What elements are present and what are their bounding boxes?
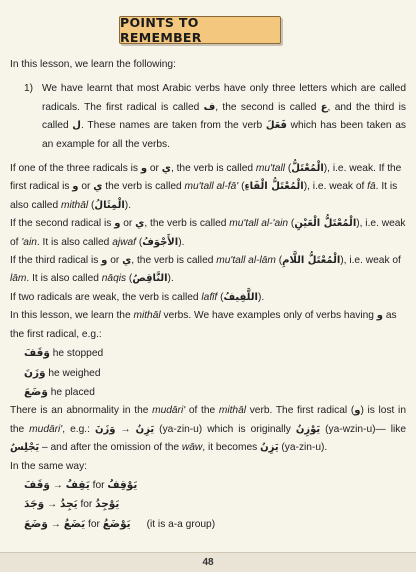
paragraph-mutall: If one of the three radicals is و or ي, the verb is called mu'tall (الْمُعْتَلُّ), i.e. weak. If the first radical is و or ي the verb is called mu'tall al-fā' (الْمُعْتَلُّ الْفَاءِ), i.e. weak of fā. It is also called mithāl (الْمِثَالُ). xyxy=(10,163,402,211)
paragraph-mithal: In this lesson, we learn the mithāl verbs. We have examples only of verbs having و as the first radical, e.g.: xyxy=(10,310,397,340)
example-row: وَضَعَ he placed xyxy=(24,385,95,398)
lesson-body xyxy=(10,56,406,534)
example-row: وَقَفَ he stopped xyxy=(24,347,104,360)
same-way-heading: In the same way: xyxy=(10,460,88,472)
derivation-row: وَقَفَ → يَقِفُ for يَوْقِفُ xyxy=(24,478,138,491)
page-number: 48 xyxy=(202,557,214,568)
point-1 xyxy=(10,80,406,154)
group-note: (it is a-a group) xyxy=(146,518,216,530)
page-footer xyxy=(0,552,416,572)
example-row: وَزَنَ he weighed xyxy=(24,366,101,379)
derivation-row: وَجَدَ → يَجِدُ for يَوْجِدُ xyxy=(24,498,120,511)
paragraph-naqis: If the third radical is و or ي, the verb is called mu'tall al-lām (الْمُعْتَلُّ اللَّامِ), i.e. weak of lām. It is also called nāqis (النَّاقِصُ). xyxy=(10,255,401,285)
intro-text: In this lesson, we learn the following: xyxy=(10,59,176,70)
point-1-text: We have learnt that most Arabic verbs have only three letters which are called radicals. The first radical is called ف, the second is called ع, and the third is called ل. These names are taken from the verb فَعَلَ which has been taken as an example for all the verbs. xyxy=(42,83,406,150)
section-banner xyxy=(119,16,281,44)
derivation-row: وَضَعَ → يَضَعُ for يَوْضَعُ (it is a-a group) xyxy=(24,517,216,530)
paragraph-abnormality: There is an abnormality in the mudāri' of the mithāl verb. The first radical (و) is lost in the mudāri', e.g.: وَزَنَ → يَزِنُ (ya-zin-u) which is originally يَوْزِنُ (ya-wzin-u)— like يَجْلِسُ – and after the omission of the wāw, it becomes يَزِنُ (ya-zin-u). xyxy=(10,405,406,454)
paragraph-lafif: If two radicals are weak, the verb is called lafīf (اللَّفِيفُ). xyxy=(10,291,265,303)
paragraph-ajwaf: If the second radical is و or ي, the verb is called mu'tall al-'ain (الْمُعْتَلُّ الْعَيْنِ), i.e. weak of 'ain. It is also called ajwaf (الأَجْوَفُ). xyxy=(10,218,406,248)
banner-title: POINTS TO REMEMBER xyxy=(120,15,202,45)
point-number: 1) xyxy=(24,83,34,95)
